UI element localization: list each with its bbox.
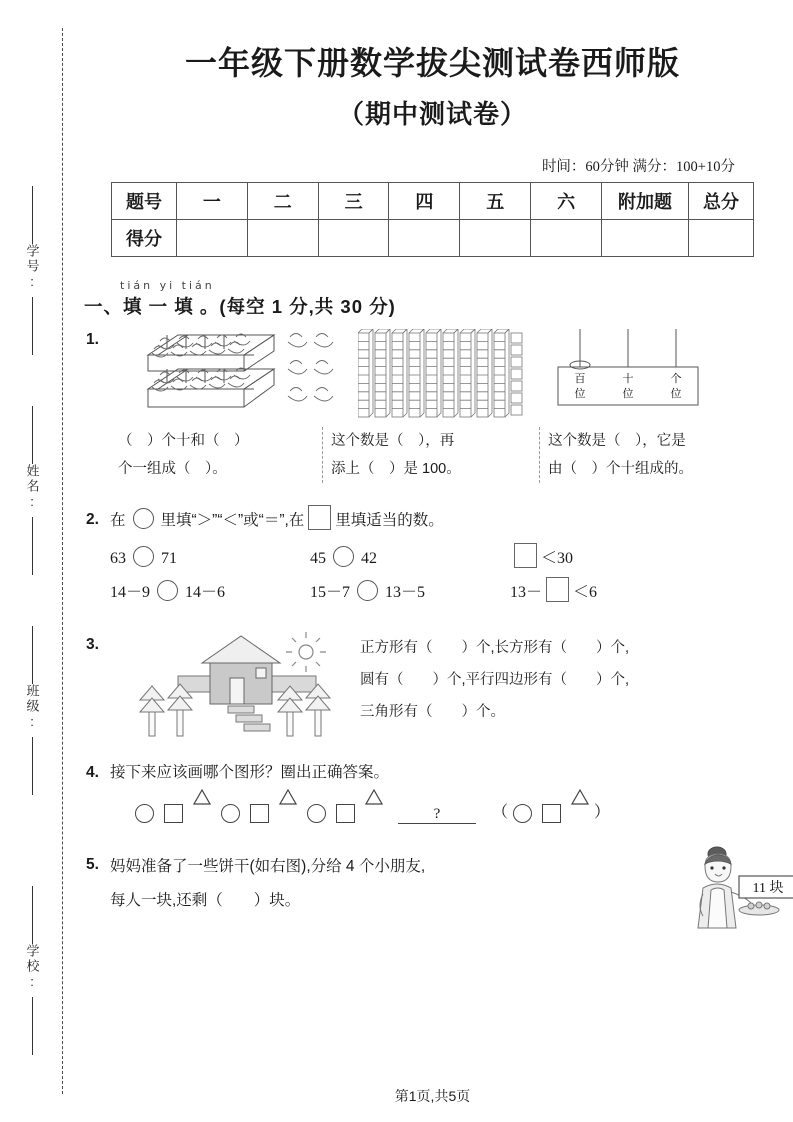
answer-box-icon[interactable]	[514, 543, 537, 568]
question-4-answer-blank[interactable]	[398, 803, 476, 824]
question-5-line-1: 妈妈准备了一些饼干(如右图),分给 4 个小朋友,	[110, 858, 426, 875]
question-1-col1-line2[interactable]: 个一组成（ ）。	[118, 461, 227, 477]
question-1-column-3	[539, 427, 766, 483]
q2-item-1-right: 71	[161, 550, 177, 567]
question-3-number: 3.	[86, 636, 99, 653]
question-3-text	[360, 630, 629, 742]
question-4-pattern	[130, 798, 793, 828]
choice-square-icon[interactable]	[542, 804, 561, 823]
question-1-col2-line1[interactable]: 这个数是（ ），再	[331, 433, 455, 449]
question-3-content	[110, 630, 793, 742]
comparison-circle-icon[interactable]	[133, 508, 154, 529]
question-2-rows	[110, 542, 793, 610]
score-col-total: 总分	[689, 183, 754, 220]
score-cell-5[interactable]	[460, 220, 531, 257]
margin-rule-3b	[32, 997, 33, 1055]
question-4	[86, 758, 793, 828]
question-1-column-1	[110, 427, 322, 483]
score-cell-total[interactable]	[689, 220, 754, 257]
question-2-prompt-c: 里填适当的数。	[335, 512, 444, 529]
cupcake-trays-icon	[134, 327, 344, 427]
question-3-line-3[interactable]: 三角形有（ ）个。	[360, 704, 505, 720]
section-heading	[84, 279, 793, 319]
score-col-3: 三	[318, 183, 389, 220]
house-scene-icon	[110, 630, 360, 742]
question-4-choices: （ ）	[492, 798, 610, 828]
score-col-extra: 附加题	[602, 183, 689, 220]
answer-circle-icon[interactable]	[157, 580, 178, 601]
abacus-label-hundreds: 百	[574, 373, 586, 385]
question-1-text-columns	[110, 427, 793, 483]
loose-cupcakes-icon	[288, 334, 333, 402]
margin-field-0	[10, 180, 54, 355]
question-2-row-2	[110, 576, 793, 610]
score-table	[111, 182, 754, 257]
abacus-label-tens: 十	[622, 373, 634, 385]
score-cell-2[interactable]	[247, 220, 318, 257]
margin-field-3	[10, 880, 54, 1055]
table-row-score	[112, 220, 754, 257]
question-1-number: 1.	[86, 331, 99, 348]
pattern-square-icon	[164, 804, 183, 823]
margin-field-2	[10, 620, 54, 795]
abacus-place-value-icon	[550, 327, 720, 427]
svg-text:位: 位	[622, 388, 634, 400]
question-3	[86, 630, 793, 742]
fold-dashed-line	[62, 28, 63, 1094]
q2-item-2[interactable]	[310, 542, 510, 576]
score-cell-4[interactable]	[389, 220, 460, 257]
margin-label-class: 班级:	[24, 684, 40, 731]
section-pinyin: tián yi tián	[120, 279, 215, 292]
answer-circle-icon[interactable]	[133, 546, 154, 567]
question-3-figure	[110, 630, 360, 742]
cookie-count-label: 11 块	[752, 881, 784, 896]
margin-rule-2b	[32, 737, 33, 795]
pattern-square-icon	[336, 804, 355, 823]
question-4-prompt: 接下来应该画哪个图形？圈出正确答案。	[110, 764, 390, 781]
score-col-6: 六	[531, 183, 602, 220]
svg-text:位: 位	[670, 388, 682, 400]
question-5-line-2[interactable]: 每人一块,还剩（ ）块。	[110, 892, 301, 909]
score-col-5: 五	[460, 183, 531, 220]
margin-label-school: 学校:	[24, 944, 40, 991]
pattern-triangle-icon	[193, 805, 211, 821]
page-subtitle: （期中测试卷）	[337, 100, 527, 129]
question-2-row-1	[110, 542, 793, 576]
pattern-triangle-icon	[365, 805, 383, 821]
base-ten-rods-icon	[358, 329, 538, 429]
score-cell-1[interactable]	[177, 220, 248, 257]
q2-item-6-left: 13－	[510, 584, 543, 601]
margin-field-1	[10, 400, 54, 575]
answer-box-icon[interactable]	[546, 577, 569, 602]
pattern-circle-icon	[221, 804, 240, 823]
q2-item-5-left: 15－7	[310, 584, 351, 601]
question-5-content	[110, 850, 793, 918]
score-col-4: 四	[389, 183, 460, 220]
question-4-question-mark: ?	[433, 805, 441, 822]
q2-item-3[interactable]	[510, 542, 690, 576]
margin-rule-0b	[32, 297, 33, 355]
score-cell-6[interactable]	[531, 220, 602, 257]
page-footer: 第1页,共5页	[394, 1088, 471, 1104]
section-title: 一、填 一 填 。(每空 1 分,共 30 分)	[84, 296, 396, 317]
q2-item-4-right: 14－6	[185, 584, 226, 601]
q2-item-2-right: 42	[361, 550, 377, 567]
answer-circle-icon[interactable]	[333, 546, 354, 567]
question-5-number: 5.	[86, 856, 99, 873]
pattern-triangle-icon	[279, 805, 297, 821]
question-2	[86, 505, 793, 610]
pattern-square-icon	[250, 804, 269, 823]
score-cell-3[interactable]	[318, 220, 389, 257]
binding-margin	[0, 0, 72, 1122]
margin-rule-2	[32, 626, 33, 684]
q2-item-3-right: ＜30	[541, 550, 574, 567]
score-col-2: 二	[247, 183, 318, 220]
question-5-figure	[683, 844, 793, 934]
question-1-col3-line2[interactable]: 由（ ）个十组成的。	[548, 461, 693, 477]
score-table-row-label-1: 得分	[112, 220, 177, 257]
svg-text:位: 位	[574, 388, 586, 400]
pattern-circle-icon	[135, 804, 154, 823]
question-2-prompt	[110, 505, 793, 536]
q2-item-6-right: ＜6	[573, 584, 598, 601]
exam-meta: 时间：60分钟 满分：100+10分	[541, 159, 735, 175]
comparison-box-icon[interactable]	[308, 505, 331, 530]
q2-item-4-left: 14－9	[110, 584, 151, 601]
answer-circle-icon[interactable]	[357, 580, 378, 601]
question-1-column-2	[322, 427, 539, 483]
mother-with-cookies-icon	[683, 844, 793, 936]
margin-label-student-id: 学号:	[24, 244, 40, 291]
page-title: 一年级下册数学拔尖测试卷西师版	[184, 45, 680, 81]
q2-item-6[interactable]	[510, 576, 690, 610]
table-row-header	[112, 183, 754, 220]
margin-label-name: 姓名:	[24, 464, 40, 511]
choice-triangle-icon[interactable]	[571, 805, 589, 821]
q2-item-5[interactable]	[310, 576, 510, 610]
question-1	[86, 325, 793, 483]
question-2-prompt-b: 里填“＞”“＜”或“＝”,在	[160, 512, 305, 529]
q2-item-1-left: 63	[110, 550, 126, 567]
question-2-prompt-a: 在	[110, 512, 126, 529]
question-1-col3-line1[interactable]: 这个数是（ ），它是	[548, 433, 686, 449]
q2-item-4[interactable]	[110, 576, 310, 610]
question-5-text	[110, 850, 655, 918]
question-3-line-2[interactable]: 圆有（ ）个,平行四边形有（ ）个,	[360, 672, 630, 688]
margin-rule-1	[32, 406, 33, 464]
score-table-row-label-0: 题号	[112, 183, 177, 220]
score-col-1: 一	[177, 183, 248, 220]
q2-item-5-right: 13－5	[385, 584, 426, 601]
score-cell-extra[interactable]	[602, 220, 689, 257]
exam-page	[72, 0, 793, 1122]
question-3-line-1[interactable]: 正方形有（ ）个,长方形有（ ）个,	[360, 640, 630, 656]
question-4-number: 4.	[86, 764, 99, 781]
choice-circle-icon[interactable]	[513, 804, 532, 823]
question-2-number: 2.	[86, 511, 99, 528]
margin-rule-3	[32, 886, 33, 944]
q2-item-1[interactable]	[110, 542, 310, 576]
sun-icon	[286, 632, 326, 672]
question-5	[86, 850, 793, 918]
margin-rule-0	[32, 186, 33, 244]
question-1-figures	[110, 325, 793, 425]
question-1-col1-line1[interactable]: （ ）个十和（ ）	[118, 433, 249, 449]
q2-item-2-left: 45	[310, 550, 326, 567]
question-1-col2-line2[interactable]: 添上（ ）是 100。	[331, 461, 461, 477]
pattern-circle-icon	[307, 804, 326, 823]
margin-rule-1b	[32, 517, 33, 575]
abacus-label-ones: 个	[670, 373, 682, 385]
